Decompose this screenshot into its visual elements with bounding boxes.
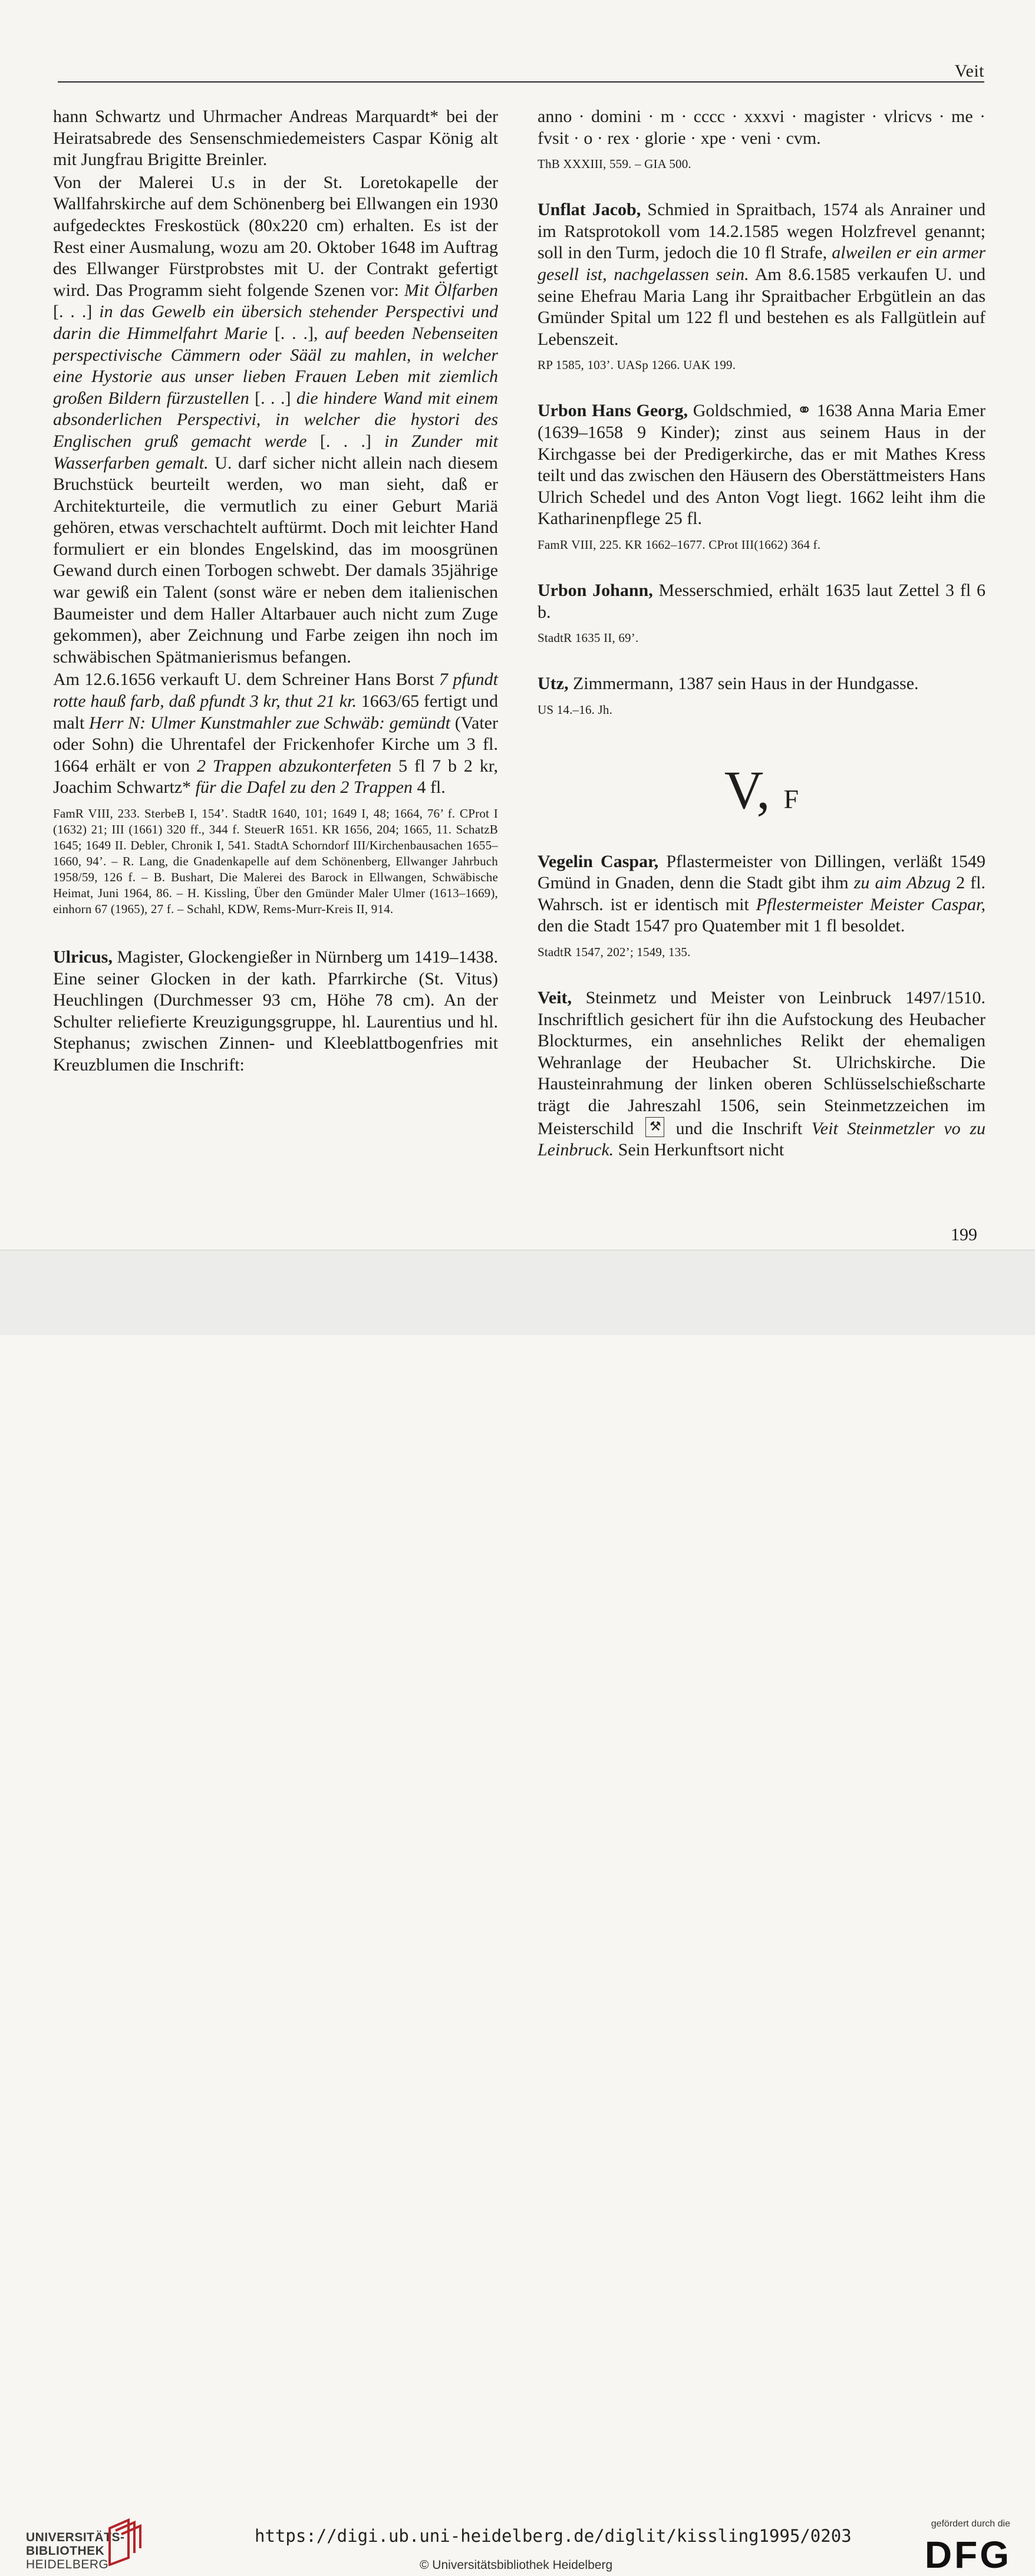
entry-unflat-jacob: Unflat Jacob, Schmied in Spraitbach, 1574 als Anrainer und im Ratsprotokoll vom 14.2.1585 wegen Holzfrevel genannt; soll in den Turm, jedoch die 10 fl Strafe, alweilen er ein armer gesell ist, nachgelassen sein. Am 8.6.1585 verkaufen U. und seine Ehefrau Maria Lang ihr Spraitbacher Erbgütlein an das Gmünder Spital um 122 fl und bestehen es als Fallgütlein auf Lebenszeit. RP 1585, 103’. UASp 1266. UAK 199. (538, 200, 986, 373)
funded-by-label: gefördert durch die (931, 2519, 1010, 2529)
entry-heading: Urbon Johann, (538, 580, 653, 600)
library-logo-icon[interactable] (105, 2516, 145, 2566)
references: StadtR 1635 II, 69’. (538, 631, 639, 645)
entry-heading: Urbon Hans Georg, (538, 401, 688, 421)
entry-heading: Vegelin Caspar, (538, 851, 659, 871)
permalink-url[interactable]: https://digi.ub.uni-heidelberg.de/diglit/kissling1995/0203 (255, 2526, 852, 2546)
entry-heading: Veit, (538, 988, 572, 1008)
references: US 14.–16. Jh. (538, 702, 613, 717)
library-name: UNIVERSITÄTS- BIBLIOTHEK HEIDELBERG (26, 2531, 125, 2571)
page-number: 199 (951, 1225, 977, 1244)
inscription-text: anno · domini · m · cccc · xxxvi · magister · vlricvs · me · fvsit · o · rex · glorie · xpe · veni · cvm. (538, 107, 985, 148)
book-page (0, 0, 1035, 1250)
header-rule (58, 81, 984, 83)
entry-ulricus: Ulricus, Magister, Glockengießer in Nürnberg um 1419–1438. Eine seiner Glocken in der kath. Pfarrkirche (St. Vitus) Heuchlingen (Durchmesser 93 cm, Höhe 78 cm). An der Schulter reliefierte Kreuzigungsgruppe, hl. Laurentius und hl. Stephanus; zwischen Zinnen- und Kleeblattbogenfries mit Kreuzblumen die Inschrift: (53, 947, 498, 1075)
references: FamR VIII, 233. SterbeB I, 154’. StadtR 1640, 101; 1649 I, 48; 1664, 76’ f. CProt I (1632) 21; III (1661) 320 ff., 344 f. SteuerR 1651. KR 1656, 204; 1665, 11. SchatzB 1645; 1649 II. Debler, Chronik I, 541. StadtA Schorndorf III/Kirchenbausachen 1655–1660, 94’. – R. Lang, die Gnadenkapelle auf dem Schönenberg, Ellwanger Jahrbuch 1958/59, 126 f. – B. Bushart, Die Malerei des Barock in Ellwangen, Schwäbische Heimat, Juni 1964, 86. – H. Kissling, Über den Gmünder Maler Ulmer (1613–1669), einhorn 67 (1965), 27 f. – Schahl, KDW, Rems-Murr-Kreis II, 914. (53, 806, 498, 916)
entry-veit: Veit, Steinmetz und Meister von Leinbruck 1497/1510. Inschriftlich gesichert für ihn die Aufstockung des Heubacher Blockturmes, ein ansehnliches Relikt der ehemaligen Wehranlage der Heubacher St. Ulrichskirche. Die Hausteinrahmung der linken oberen Schlüsselschießscharte trägt die Jahreszahl 1506, sein Steinmetzzeichen im Meisterschild ⚒ und die Inschrift Veit Steinmetzler vo zu Leinbruck. Sein Herkunftsort nicht (538, 988, 985, 1160)
section-heading-v-f: V, F (724, 759, 799, 820)
left-column (53, 106, 498, 1078)
running-head: Veit (954, 61, 984, 81)
references: FamR VIII, 225. KR 1662–1677. CProt III(1662) 364 f. (538, 537, 821, 552)
entry-urbon-johann: Urbon Johann, Messerschmied, erhält 1635 laut Zettel 3 fl 6 b. StadtR 1635 II, 69’. (538, 580, 986, 645)
paragraph-continuation: hann Schwartz und Uhrmacher Andreas Marquardt* bei der Heiratsabrede des Sensenschmiedemeisters Caspar König alt mit Jungfrau Brigitte Breinler. (53, 107, 498, 170)
entry-heading: Ulricus, (53, 947, 113, 967)
entry-vegelin-caspar: Vegelin Caspar, Pflastermeister von Dillingen, verläßt 1549 Gmünd in Gnaden, denn die Stadt gibt ihm zu aim Abzug 2 fl. Wahrsch. ist er identisch mit Pflestermeister Meister Caspar, den die Stadt 1547 pro Quatember mit 1 fl besoldet. StadtR 1547, 202’; 1549, 135. (538, 851, 986, 960)
references: ThB XXXIII, 559. – GIA 500. (538, 157, 691, 172)
entry-heading: Utz, (538, 674, 569, 694)
paragraph-sales: Am 12.6.1656 verkauft U. dem Schreiner Hans Borst 7 pfundt rotte hauß farb, daß pfundt 3 kr, thut 21 kr. 1663/65 fertigt und malt Herr N: Ulmer Kunstmahler zue Schwäb: gemündt (Vater oder Sohn) die Uhrentafel der Frickenhofer Kirche um 3 fl. 1664 erhält er von 2 Trappen abzukonterfeten 5 fl 7 b 2 kr, Joachim Schwartz* für die Dafel zu den 2 Trappen 4 fl. (53, 670, 498, 798)
copyright-notice: © Universitätsbibliothek Heidelberg (420, 2558, 613, 2572)
dfg-logo[interactable]: DFG (924, 2534, 1011, 2576)
entry-heading: Unflat Jacob, (538, 200, 641, 220)
stonemason-mark-icon: ⚒ (645, 1117, 664, 1137)
right-column (538, 106, 985, 1162)
viewer-footer (0, 1250, 1035, 2576)
references: RP 1585, 103’. UASp 1266. UAK 199. (538, 358, 736, 373)
paragraph-malerei: Von der Malerei U.s in der St. Loretokapelle der Wallfahrskirche auf dem Schönenberg bei Ellwangen ein 1930 aufgedecktes Freskostück (80x220 cm) erhalten. Es ist der Rest einer Ausmalung, wozu am 20. Oktober 1648 im Auftrag des Ellwanger Fürstprobstes mit U. der Contrakt gefertigt wird. Das Programm sieht folgende Szenen vor: Mit Ölfarben [. . .] in das Gewelb ein übersich stehender Perspectivi und darin die Himmelfahrt Marie [. . .], auf beeden Nebenseiten perspectivische Cämmern oder Sääl zu mahlen, in welcher eine Hystorie aus unser lieben Frauen Leben mit ziemlich großen Bildern fürzustellen [. . .] die hindere Wand mit einem absonderlichen Perspectivi, in welcher die hystori des Englischen gruß gemacht werde [. . .] in Zunder mit Wasserfarben gemalt. U. darf sicher nicht allein nach diesem Bruchstück beurteilt werden, wo man sieht, daß er Architekturteile, die vermutlich zu einer Geburt Mariä gehören, etwas verschachtelt auftürmt. Doch mit leichter Hand formuliert er ein blondes Engelskind, das im moosgrünen Gewand durch einen Torbogen schwebt. Der damals 35jährige war gewiß ein Talent (sonst wäre er neben dem italienischen Baumeister und dem Haller Altarbauer auch nicht zum Zuge gekommen), aber Zeichnung und Farbe zeigen ihn noch im schwäbischen Spätmanierismus befangen. (53, 172, 498, 667)
entry-urbon-hans-georg: Urbon Hans Georg, Goldschmied, ⚭ 1638 Anna Maria Emer (1639–1658 9 Kinder); zinst aus seinem Haus in der Kirchgasse bei der Predigerkirche, das er mit Mathes Kress teilt und das zwischen den Häusern des Oberstättmeisters Hans Ulrich Schedel und des Anton Vogt liegt. 1662 leiht ihm die Katharinenpflege 25 fl. FamR VIII, 225. KR 1662–1677. CProt III(1662) 364 f. (538, 401, 985, 552)
entry-utz: Utz, Zimmermann, 1387 sein Haus in der Hundgasse. US 14.–16. Jh. (538, 673, 985, 718)
references: StadtR 1547, 202’; 1549, 135. (538, 945, 691, 960)
